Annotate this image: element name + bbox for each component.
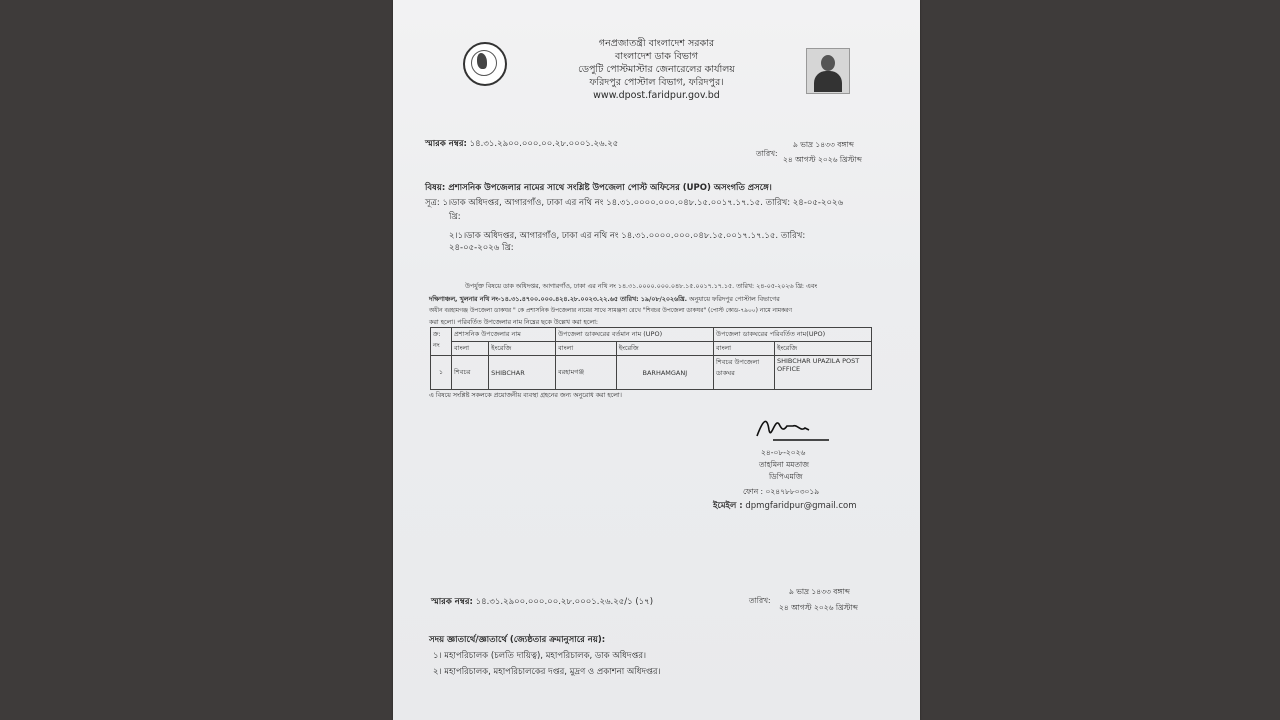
- subject-line: বিষয়: প্রশাসনিক উপজেলার নামের সাথে সংশ্লিষ্ট উপজেলা পোস্ট অফিসের (UPO) অসংগতি প্রসঙ্গে।: [425, 183, 772, 193]
- memo2-date-gregorian: ২৪ আগস্ট ২০২৬ খ্রিস্টাব্দ: [779, 603, 858, 612]
- table-subheader-bangla: বাংলা: [714, 342, 775, 356]
- distribution-item-2: ২। মহাপরিচালক, মহাপরিচালকের দপ্তর, মুদ্রণ ও প্রকাশনা অধিদপ্তর।: [433, 667, 661, 677]
- body-para-line4: করা হলো। পরিবর্তিত উপজেলার নাম নিম্নের ছকে উল্লেখ করা হলো:: [429, 319, 599, 326]
- table-cell-changed-en: SHIBCHAR UPAZILA POST OFFICE: [775, 356, 872, 390]
- signature-image: [753, 410, 833, 446]
- letterhead-line4: ফরিদপুর পোস্টাল বিভাগ, ফরিদপুর।: [589, 77, 724, 88]
- letterhead-line1: গনপ্রজাতন্ত্রী বাংলাদেশ সরকার: [598, 38, 715, 49]
- table-subheader-bangla: বাংলা: [556, 342, 617, 356]
- signatory-designation: ডিপিএমজি: [769, 472, 803, 481]
- table-subheader-english: ইংরেজি: [616, 342, 713, 356]
- table-cell-sl: ১: [431, 356, 452, 390]
- table-header-sl: ক্র: নং: [431, 328, 452, 356]
- reference-1-cont: খ্রি:: [449, 212, 461, 222]
- table-row: [431, 356, 872, 390]
- letterhead-line2: বাংলাদেশ ডাক বিভাগ: [615, 51, 698, 62]
- table-header-changed: উপজেলা ডাকঘরের পরিবর্তিত নাম(UPO): [714, 328, 872, 342]
- table-header-row: [431, 328, 872, 342]
- footer-note: এ বিষয়ে সংশ্লিষ্ট সকলকে প্রয়োজনীয় ব্যবস্থা গ্রহনের জন্য অনুরোধ করা হলো।: [429, 392, 622, 399]
- body-para-line1: উপর্যুক্ত বিষয়ে ডাক অধিদপ্তর, আগারগাঁও, ঢাকা এর নথি নং ১৪.৩১.০০০০.০০০.০৪৮.১৫.০০১৭.১৭.১৫. তারিখ: ২৪-০৫-২০২৬ খ্রি: এবং: [465, 283, 818, 290]
- table-header-admin: প্রশাসনিক উপজেলার নাম: [452, 328, 556, 342]
- reference-2-cont: ২৪-০৫-২০২৬ খ্রি:: [449, 243, 514, 253]
- table-subheader-row: [431, 342, 872, 356]
- signatory-email: ইমেইল : dpmgfaridpur@gmail.com: [713, 501, 857, 511]
- signatory-phone: ফোন : ০২৪৭৮৮০৩০১৯: [743, 487, 820, 496]
- upo-name-table: [430, 327, 872, 390]
- memo2-date-label: তারিখ:: [749, 596, 771, 605]
- memo-date-label: তারিখ:: [756, 149, 778, 158]
- body-para-line3: অধীন বরহামগঞ্জ উপজেলা ডাকঘর " কে প্রশাসনিক উপজেলার নামের সাথে সামঞ্জস্য রেখে "শিবচর উপজেলা ডাকঘর" (পোস্ট কোড-৭৯০০) নামে নামকরণ: [429, 308, 792, 314]
- signatory-date: ২৪-০৮-২০২৬: [761, 448, 806, 457]
- memo-number: স্মারক নম্বর: ১৪.৩১.২৯০০.০০০.০০.২৮.০০০১.২৬.২৫: [425, 139, 619, 149]
- table-cell-current-en: BARHAMGANJ: [616, 356, 713, 390]
- body-para-line2: দক্ষিণাঞ্চল, খুলনার নথি নং-১৪.৩১.৪৭০০.০০০.৪২৪.২৮.০০২৩.২২.৬৫ তারিখ: ১৯/০৮/২০২৬খ্রি. অনুযায়ে ফরিদপুর পোস্টাল বিভাগের: [429, 296, 780, 303]
- distribution-heading: সদয় জ্ঞাতার্থে/জ্ঞাতার্থে (জ্যেষ্ঠতার ক্রমানুসারে নয়):: [429, 635, 606, 645]
- table-subheader-english: ইংরেজি: [775, 342, 872, 356]
- letterhead-line3: ডেপুটি পোস্টমাস্টার জেনারেলের কার্যালয়: [578, 64, 735, 75]
- document-page: [393, 0, 920, 720]
- reference-1: সূত্র: ১।ডাক অধিদপ্তর, আগারগাঁও, ঢাকা এর নথি নং ১৪.৩১.০০০০.০০০.০৪৮.১৫.০০১৭.১৭.১৫. তারিখ: ২৪-০৫-২০২৬: [425, 198, 844, 208]
- table-cell-current-bn: বরহামগঞ্জ: [556, 356, 617, 390]
- memo2-date-bangla: ৯ ভাদ্র ১৪৩৩ বঙ্গাব্দ: [789, 587, 850, 596]
- signatory-name: তাহমিনা মমতাজ: [759, 460, 809, 469]
- table-cell-admin-en: SHIBCHAR: [489, 356, 556, 390]
- table-header-current: উপজেলা ডাকঘরের বর্তমান নাম (UPO): [556, 328, 714, 342]
- memo2-number: স্মারক নম্বর: ১৪.৩১.২৯০০.০০০.০০.২৮.০০০১.২৬.২৫/১ (১৭): [431, 597, 654, 607]
- table-subheader-english: ইংরেজি: [489, 342, 556, 356]
- reference-2: ২।১।ডাক অধিদপ্তর, আগারগাঁও, ঢাকা এর নথি নং ১৪.৩১.০০০০.০০০.০৪৮.১৫.০০১৭.১৭.১৫. তারিখ:: [449, 231, 806, 241]
- distribution-item-1: ১। মহাপরিচালক (চলতি দায়িত্ব), মহাপরিচালক, ডাক অধিদপ্তর।: [433, 651, 647, 661]
- letterhead-website: www.dpost.faridpur.gov.bd: [593, 90, 720, 101]
- table-cell-admin-bn: শিবচর: [452, 356, 489, 390]
- memo-date-bangla: ৯ ভাদ্র ১৪৩৩ বঙ্গাব্দ: [793, 140, 854, 149]
- memo-date-gregorian: ২৪ আগস্ট ২০২৬ খ্রিস্টাব্দ: [783, 155, 862, 164]
- table-cell-changed-bn: শিবচর উপজেলা ডাকঘর: [714, 356, 775, 390]
- table-subheader-bangla: বাংলা: [452, 342, 489, 356]
